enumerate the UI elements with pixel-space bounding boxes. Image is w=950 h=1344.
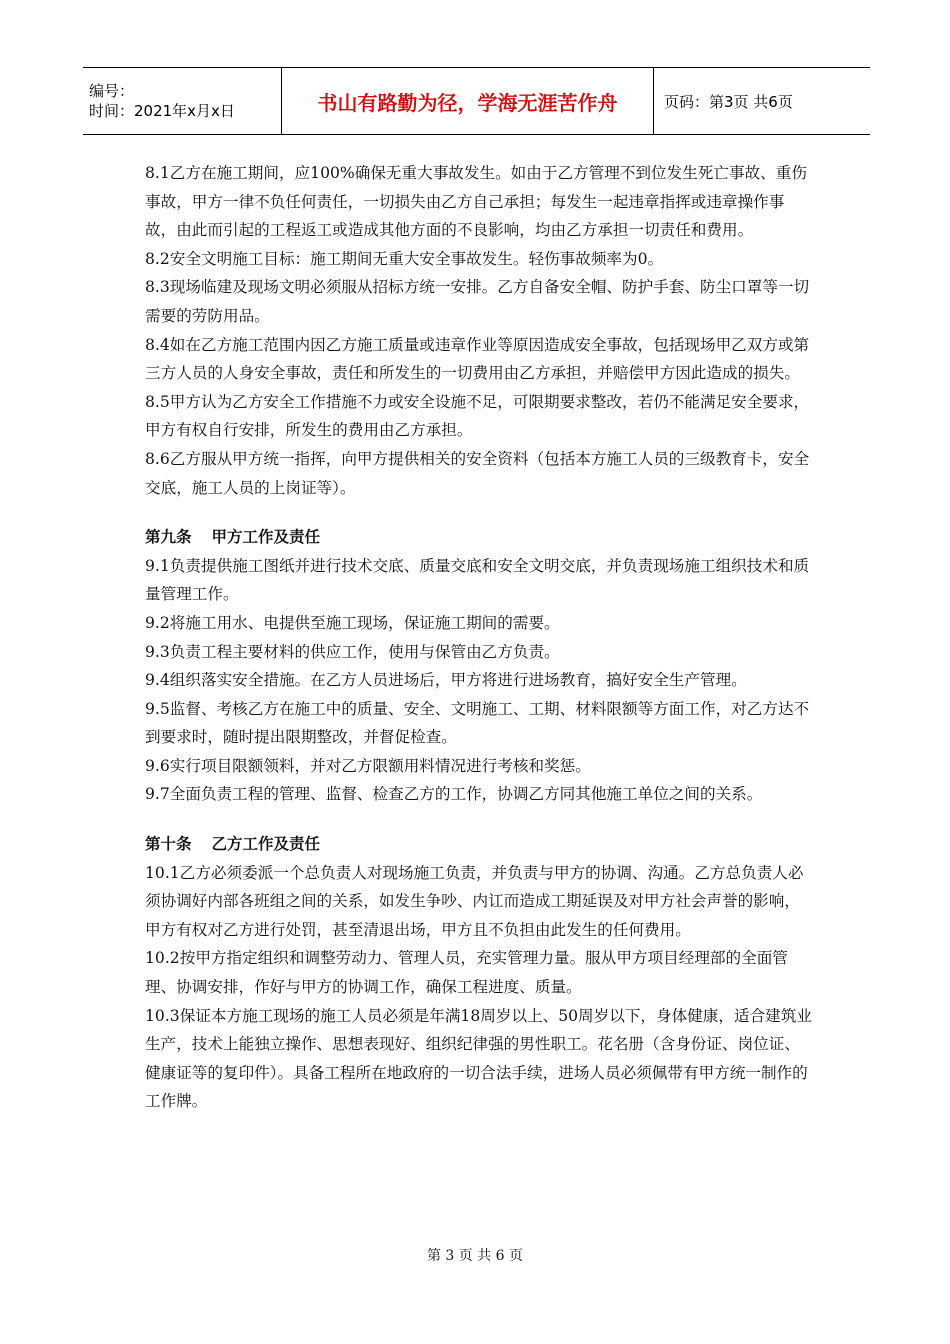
clause-10-1: 10.1乙方必须委派一个总负责人对现场施工负责，并负责与甲方的协调、沟通。乙方总负责人必须协调好内部各班组之间的关系，如发生争吵、内讧而造成工期延误及对甲方社会声誉的影响，甲方有权对乙方进行处罚，甚至清退出场，甲方且不负担由此发生的任何费用。 <box>145 863 804 939</box>
clause-8-3: 8.3现场临建及现场文明必须服从招标方统一安排。乙方自备安全帽、防护手套、防尘口罩等一切需要的劳防用品。 <box>145 278 810 325</box>
section-heading <box>145 830 813 859</box>
clause-10-3: 10.3保证本方施工现场的施工人员必须是年满18周岁以上、50周岁以下，身体健康，适合建筑业生产，技术上能独立操作、思想表现好、组织纪律强的男性职工。花名册（含身份证、岗位证、健康证等的复印件）。具备工程所在地政府的一切合法手续，进场人员必须佩带有甲方统一制作的工作牌。 <box>145 1006 812 1111</box>
clause-8-2: 8.2安全文明施工目标：施工期间无重大安全事故发生。轻伤事故频率为0。 <box>145 249 664 268</box>
number-label: 编号： <box>89 82 135 100</box>
clause-9-7: 9.7全面负责工程的管理、监督、检查乙方的工作，协调乙方同其他施工单位之间的关系。 <box>145 785 763 804</box>
clause-9-4: 9.4组织落实安全措施。在乙方人员进场后，甲方将进行进场教育，搞好安全生产管理。 <box>145 671 747 690</box>
clause-8-1: 8.1乙方在施工期间，应100%确保无重大事故发生。如由于乙方管理不到位发生死亡事故、重伤事故，甲方一律不负任何责任，一切损失由乙方自己承担；每发生一起违章指挥或违章操作事故，由此而引起的工程返工或造成其他方面的不良影响，均由乙方承担一切责任和费用。 <box>145 164 807 240</box>
page-label: 页码：第3页 共6页 <box>664 92 793 111</box>
page-footer <box>0 1245 950 1265</box>
page-header <box>83 67 870 135</box>
section-number: 第十条 <box>145 835 192 854</box>
section-heading <box>145 523 813 552</box>
header-meta <box>83 68 282 134</box>
clause-8-5: 8.5甲方认为乙方安全工作措施不力或安全设施不足，可限期要求整改，若仍不能满足安全要求，甲方有权自行安排，所发生的费用由乙方承担。 <box>145 392 810 440</box>
section-8 <box>145 159 813 502</box>
document-body <box>145 159 813 1116</box>
section-10 <box>145 830 813 1116</box>
section-title: 乙方工作及责任 <box>211 835 321 854</box>
time-label: 时间：2021年x月x日 <box>89 102 235 120</box>
section-number: 第九条 <box>145 528 192 547</box>
clause-9-6: 9.6实行项目限额领料，并对乙方限额用料情况进行考核和奖惩。 <box>145 756 591 775</box>
clause-9-3: 9.3负责工程主要材料的供应工作，使用与保管由乙方负责。 <box>145 642 560 661</box>
header-page <box>654 68 870 134</box>
footer-page-number: 第 3 页 共 6 页 <box>426 1248 524 1264</box>
clause-8-6: 8.6乙方服从甲方统一指挥，向甲方提供相关的安全资料（包括本方施工人员的三级教育卡，安全交底，施工人员的上岗证等）。 <box>145 449 810 497</box>
clause-9-2: 9.2将施工用水、电提供至施工现场，保证施工期间的需要。 <box>145 613 560 632</box>
clause-8-4: 8.4如在乙方施工范围内因乙方施工质量或违章作业等原因造成安全事故，包括现场甲乙双方或第三方人员的人身安全事故，责任和所发生的一切费用由乙方承担，并赔偿甲方因此造成的损失。 <box>145 335 810 383</box>
clause-10-2: 10.2按甲方指定组织和调整劳动力、管理人员，充实管理力量。服从甲方项目经理部的全面管理、协调安排，作好与甲方的协调工作，确保工程进度、质量。 <box>145 949 788 997</box>
section-9 <box>145 523 813 809</box>
section-title: 甲方工作及责任 <box>211 528 321 547</box>
motto-text: 书山有路勤为径，学海无涯苦作舟 <box>317 90 618 115</box>
header-motto <box>282 68 654 134</box>
clause-9-5: 9.5监督、考核乙方在施工中的质量、安全、文明施工、工期、材料限额等方面工作，对乙方达不到要求时，随时提出限期整改，并督促检查。 <box>145 699 810 747</box>
clause-9-1: 9.1负责提供施工图纸并进行技术交底、质量交底和安全文明交底，并负责现场施工组织技术和质量管理工作。 <box>145 556 810 604</box>
